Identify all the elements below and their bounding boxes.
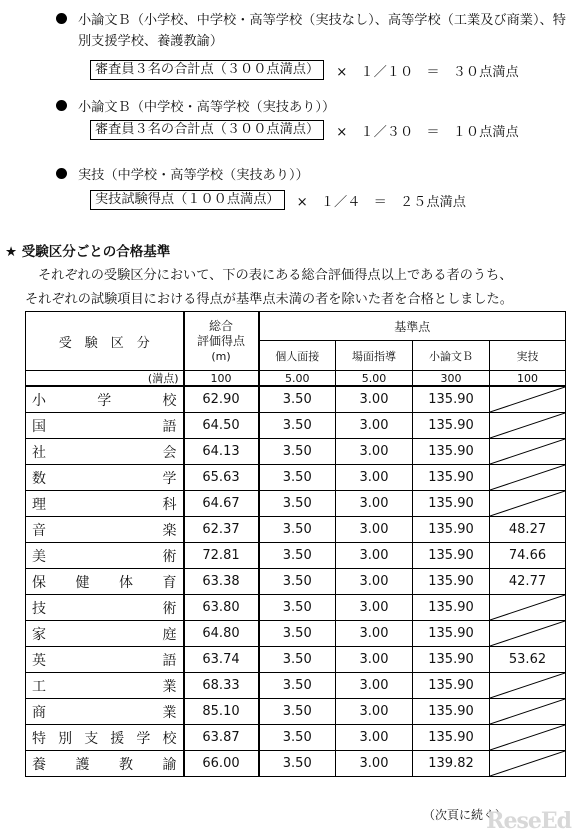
category-char: 業 bbox=[162, 704, 177, 721]
bullet-item-1 bbox=[56, 10, 566, 80]
essay-cell: 135.90 bbox=[413, 543, 490, 569]
interview-cell: 3.50 bbox=[259, 725, 336, 751]
category-char: 教 bbox=[119, 756, 133, 773]
diagonal-slash-icon bbox=[490, 725, 565, 750]
category-char: 業 bbox=[162, 678, 177, 695]
continued-note: （次頁に続く） bbox=[422, 808, 507, 822]
scene-cell: 3.00 bbox=[336, 465, 413, 491]
interview-cell: 3.50 bbox=[259, 647, 336, 673]
category-name bbox=[26, 468, 183, 488]
not-applicable-cell bbox=[490, 673, 566, 699]
interview-cell: 3.50 bbox=[259, 569, 336, 595]
category-cell bbox=[26, 621, 184, 647]
diagonal-slash-icon bbox=[490, 751, 565, 776]
category-cell bbox=[26, 491, 184, 517]
category-cell bbox=[26, 386, 184, 413]
score-formula bbox=[90, 190, 466, 210]
table-row bbox=[26, 386, 566, 413]
bullet-text: 実技（中学校・高等学校（実技あり）） bbox=[78, 168, 309, 183]
essay-cell: 135.90 bbox=[413, 517, 490, 543]
category-char: 語 bbox=[162, 418, 177, 435]
practical-cell: 74.66 bbox=[490, 543, 566, 569]
interview-cell: 3.50 bbox=[259, 465, 336, 491]
category-cell bbox=[26, 725, 184, 751]
bullet-text: 小論文Ｂ（小学校、中学校・高等学校（実技なし）、高等学校（工業及び商業）、特別支援学校、養護教諭） bbox=[78, 13, 566, 49]
category-name bbox=[26, 416, 183, 436]
category-char: 社 bbox=[32, 444, 46, 461]
essay-cell: 135.90 bbox=[413, 386, 490, 413]
scene-cell: 3.00 bbox=[336, 725, 413, 751]
scene-cell: 3.00 bbox=[336, 569, 413, 595]
bullet-dot-icon bbox=[56, 168, 67, 179]
category-cell bbox=[26, 699, 184, 725]
scene-cell: 3.00 bbox=[336, 413, 413, 439]
category-char: 支 bbox=[84, 730, 99, 747]
scene-cell: 3.00 bbox=[336, 673, 413, 699]
category-char: 護 bbox=[75, 756, 90, 773]
header-total-line-2: 評価得点 bbox=[196, 333, 245, 348]
max-scene: 5.00 bbox=[336, 371, 413, 387]
max-total: 100 bbox=[184, 371, 259, 387]
table-row bbox=[26, 413, 566, 439]
header-scene: 場面指導 bbox=[336, 341, 413, 371]
total-score-cell: 62.37 bbox=[184, 517, 259, 543]
category-name bbox=[26, 390, 183, 410]
not-applicable-cell bbox=[490, 621, 566, 647]
table-row bbox=[26, 569, 566, 595]
category-char: 英 bbox=[32, 652, 46, 669]
essay-cell: 135.90 bbox=[413, 725, 490, 751]
total-score-cell: 63.38 bbox=[184, 569, 259, 595]
max-practical: 100 bbox=[490, 371, 566, 387]
category-name bbox=[26, 520, 183, 540]
max-interview: 5.00 bbox=[259, 371, 336, 387]
not-applicable-cell bbox=[490, 725, 566, 751]
diagonal-slash-icon bbox=[490, 621, 565, 646]
intro-line-1: それぞれの受験区分において、下の表にある総合評価得点以上である者のうち、 bbox=[38, 268, 513, 283]
total-score-cell: 64.50 bbox=[184, 413, 259, 439]
category-cell bbox=[26, 751, 184, 777]
bullet-item-2 bbox=[56, 97, 566, 145]
category-cell bbox=[26, 647, 184, 673]
diagonal-slash-icon bbox=[490, 413, 565, 438]
interview-cell: 3.50 bbox=[259, 491, 336, 517]
diagonal-slash-icon bbox=[490, 699, 565, 724]
category-name bbox=[26, 728, 183, 748]
header-essay: 小論文Ｂ bbox=[413, 341, 490, 371]
category-cell bbox=[26, 517, 184, 543]
essay-cell: 135.90 bbox=[413, 439, 490, 465]
scene-cell: 3.00 bbox=[336, 751, 413, 777]
diagonal-slash-icon bbox=[490, 673, 565, 698]
category-char: 楽 bbox=[162, 522, 177, 539]
bullet-dot-icon bbox=[56, 13, 67, 24]
header-standard: 基準点 bbox=[259, 312, 566, 341]
category-char: 校 bbox=[162, 392, 177, 409]
category-name bbox=[26, 546, 183, 566]
not-applicable-cell bbox=[490, 439, 566, 465]
formula-rest: × １／３０ ＝ １０点満点 bbox=[336, 124, 519, 140]
scene-cell: 3.00 bbox=[336, 647, 413, 673]
table-row bbox=[26, 673, 566, 699]
category-char: 学 bbox=[162, 470, 177, 487]
header-total bbox=[184, 312, 259, 371]
scene-cell: 3.00 bbox=[336, 439, 413, 465]
bullet-item-3 bbox=[56, 165, 566, 213]
interview-cell: 3.50 bbox=[259, 439, 336, 465]
table-row bbox=[26, 491, 566, 517]
max-label: (満点) bbox=[26, 371, 184, 387]
header-total-line-1: 総合 bbox=[208, 318, 233, 333]
table-row bbox=[26, 465, 566, 491]
scene-cell: 3.00 bbox=[336, 699, 413, 725]
category-cell bbox=[26, 543, 184, 569]
not-applicable-cell bbox=[490, 699, 566, 725]
essay-cell: 135.90 bbox=[413, 699, 490, 725]
table-row bbox=[26, 699, 566, 725]
category-cell bbox=[26, 413, 184, 439]
total-score-cell: 63.80 bbox=[184, 595, 259, 621]
total-score-cell: 64.13 bbox=[184, 439, 259, 465]
category-name bbox=[26, 598, 183, 618]
table-row bbox=[26, 517, 566, 543]
max-essay: 300 bbox=[413, 371, 490, 387]
total-score-cell: 66.00 bbox=[184, 751, 259, 777]
header-category: 受 験 区 分 bbox=[26, 312, 184, 371]
table-row bbox=[26, 725, 566, 751]
bullet-text: 小論文Ｂ（中学校・高等学校（実技あり）） bbox=[78, 100, 336, 115]
essay-cell: 135.90 bbox=[413, 673, 490, 699]
header-total-line-3: (m) bbox=[211, 349, 231, 363]
category-char: 別 bbox=[58, 730, 73, 747]
score-formula bbox=[90, 60, 519, 80]
category-char: 国 bbox=[32, 418, 46, 435]
table-row bbox=[26, 543, 566, 569]
essay-cell: 135.90 bbox=[413, 413, 490, 439]
not-applicable-cell bbox=[490, 413, 566, 439]
category-char: 小 bbox=[32, 392, 46, 409]
criteria-table bbox=[25, 311, 566, 777]
not-applicable-cell bbox=[490, 751, 566, 777]
scene-cell: 3.00 bbox=[336, 595, 413, 621]
header-practical: 実技 bbox=[490, 341, 566, 371]
category-char: 援 bbox=[110, 730, 125, 747]
table-row bbox=[26, 621, 566, 647]
table-row bbox=[26, 595, 566, 621]
category-char: 術 bbox=[162, 600, 177, 617]
not-applicable-cell bbox=[490, 595, 566, 621]
table-body bbox=[26, 386, 566, 777]
category-name bbox=[26, 624, 183, 644]
formula-rest: × １／４ ＝ ２５点満点 bbox=[296, 194, 466, 210]
essay-cell: 135.90 bbox=[413, 465, 490, 491]
diagonal-slash-icon bbox=[490, 465, 565, 490]
not-applicable-cell bbox=[490, 386, 566, 413]
essay-cell: 135.90 bbox=[413, 491, 490, 517]
category-cell bbox=[26, 569, 184, 595]
category-char: 校 bbox=[162, 730, 177, 747]
total-score-cell: 65.63 bbox=[184, 465, 259, 491]
formula-box: 審査員３名の合計点（３００点満点） bbox=[90, 60, 324, 80]
category-name bbox=[26, 676, 183, 696]
scene-cell: 3.00 bbox=[336, 517, 413, 543]
interview-cell: 3.50 bbox=[259, 386, 336, 413]
table-row bbox=[26, 439, 566, 465]
category-char: 数 bbox=[32, 470, 46, 487]
not-applicable-cell bbox=[490, 465, 566, 491]
category-name bbox=[26, 572, 183, 592]
category-char: 理 bbox=[32, 496, 46, 513]
interview-cell: 3.50 bbox=[259, 543, 336, 569]
category-char: 会 bbox=[162, 444, 177, 461]
interview-cell: 3.50 bbox=[259, 699, 336, 725]
category-char: 健 bbox=[75, 574, 90, 591]
intro-line-2: それぞれの試験項目における得点が基準点未満の者を除いた者を合格としました。 bbox=[25, 292, 513, 307]
diagonal-slash-icon bbox=[490, 491, 565, 516]
scene-cell: 3.00 bbox=[336, 543, 413, 569]
category-char: 語 bbox=[162, 652, 177, 669]
total-score-cell: 85.10 bbox=[184, 699, 259, 725]
practical-cell: 48.27 bbox=[490, 517, 566, 543]
interview-cell: 3.50 bbox=[259, 751, 336, 777]
essay-cell: 135.90 bbox=[413, 647, 490, 673]
formula-box: 審査員３名の合計点（３００点満点） bbox=[90, 120, 324, 140]
category-char: 庭 bbox=[162, 626, 177, 643]
category-cell bbox=[26, 439, 184, 465]
interview-cell: 3.50 bbox=[259, 595, 336, 621]
total-score-cell: 63.87 bbox=[184, 725, 259, 751]
category-char: 家 bbox=[32, 626, 46, 643]
category-char: 体 bbox=[119, 574, 133, 591]
total-score-cell: 63.74 bbox=[184, 647, 259, 673]
category-name bbox=[26, 650, 183, 670]
practical-cell: 53.62 bbox=[490, 647, 566, 673]
table-row bbox=[26, 751, 566, 777]
interview-cell: 3.50 bbox=[259, 621, 336, 647]
category-cell bbox=[26, 673, 184, 699]
category-char: 学 bbox=[97, 392, 112, 409]
not-applicable-cell bbox=[490, 491, 566, 517]
category-char: 保 bbox=[32, 574, 46, 591]
category-char: 学 bbox=[136, 730, 151, 747]
essay-cell: 139.82 bbox=[413, 751, 490, 777]
section-title: ★ 受験区分ごとの合格基準 bbox=[5, 244, 171, 260]
table-row bbox=[26, 647, 566, 673]
category-name bbox=[26, 442, 183, 462]
category-char: 特 bbox=[32, 730, 46, 747]
category-name bbox=[26, 702, 183, 722]
category-char: 諭 bbox=[162, 756, 177, 773]
bullet-dot-icon bbox=[56, 100, 67, 111]
category-char: 美 bbox=[32, 548, 46, 565]
category-char: 術 bbox=[162, 548, 177, 565]
total-score-cell: 64.67 bbox=[184, 491, 259, 517]
category-char: 商 bbox=[32, 704, 46, 721]
interview-cell: 3.50 bbox=[259, 517, 336, 543]
formula-box: 実技試験得点（１００点満点） bbox=[90, 190, 285, 210]
header-interview: 個人面接 bbox=[259, 341, 336, 371]
category-name bbox=[26, 754, 183, 774]
diagonal-slash-icon bbox=[490, 387, 565, 412]
essay-cell: 135.90 bbox=[413, 595, 490, 621]
total-score-cell: 68.33 bbox=[184, 673, 259, 699]
total-score-cell: 64.80 bbox=[184, 621, 259, 647]
category-char: 技 bbox=[32, 600, 46, 617]
diagonal-slash-icon bbox=[490, 439, 565, 464]
total-score-cell: 72.81 bbox=[184, 543, 259, 569]
score-formula bbox=[90, 120, 519, 140]
category-cell bbox=[26, 595, 184, 621]
scene-cell: 3.00 bbox=[336, 491, 413, 517]
category-char: 養 bbox=[32, 756, 46, 773]
interview-cell: 3.50 bbox=[259, 413, 336, 439]
category-char: 工 bbox=[32, 678, 46, 695]
interview-cell: 3.50 bbox=[259, 673, 336, 699]
essay-cell: 135.90 bbox=[413, 621, 490, 647]
category-char: 音 bbox=[32, 522, 46, 539]
practical-cell: 42.77 bbox=[490, 569, 566, 595]
scene-cell: 3.00 bbox=[336, 386, 413, 413]
essay-cell: 135.90 bbox=[413, 569, 490, 595]
category-char: 育 bbox=[162, 574, 177, 591]
category-cell bbox=[26, 465, 184, 491]
category-char: 科 bbox=[162, 496, 177, 513]
diagonal-slash-icon bbox=[490, 595, 565, 620]
scene-cell: 3.00 bbox=[336, 621, 413, 647]
formula-rest: × １／１０ ＝ ３０点満点 bbox=[336, 64, 519, 80]
resed-logo: ReseEd bbox=[486, 808, 571, 834]
total-score-cell: 62.90 bbox=[184, 386, 259, 413]
category-name bbox=[26, 494, 183, 514]
